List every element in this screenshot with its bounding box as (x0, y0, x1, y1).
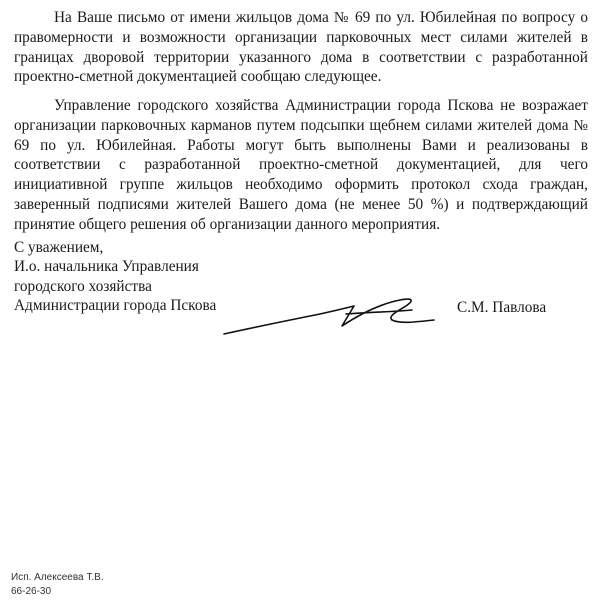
closing-greeting: С уважением, (14, 239, 104, 256)
signer-position-line-3: Администрации города Пскова (14, 297, 217, 315)
letter-paragraph-2: Управление городского хозяйства Администрации города Пскова не возражает организации парковочных карманов путем подсыпки щебнем силами жителей дома № 69 по ул. Юбилейная. Работы могут быть выполнены Вами и реализованы в соответствии с разработанной проектно-сметной документацией, для чего инициативной группе жильцов необходимо оформить протокол схода граждан, заверенный подписями жителей Вашего дома (не менее 50 %) и подтверждающий принятие общего решения об организации данного мероприятия. (14, 97, 588, 233)
executor-footer (11, 571, 104, 599)
signer-position-line-2: городского хозяйства (14, 277, 152, 295)
closing-block (14, 238, 216, 316)
executor-name: Исп. Алексеева Т.В. (11, 572, 104, 583)
signer-name: С.М. Павлова (457, 299, 547, 316)
executor-phone: 66-26-30 (11, 586, 52, 597)
letter-paragraph-1: На Ваше письмо от имени жильцов дома № 69 по ул. Юбилейная по вопросу о правомерности и возможности организации парковочных мест силами жителей в границах дворовой территории указанного дома в соответствии с разработанной проектно-сметной документацией сообщаю следующее. (14, 9, 588, 86)
handwritten-signature (220, 290, 450, 340)
signer-position-line-1: И.о. начальника Управления (14, 258, 199, 276)
